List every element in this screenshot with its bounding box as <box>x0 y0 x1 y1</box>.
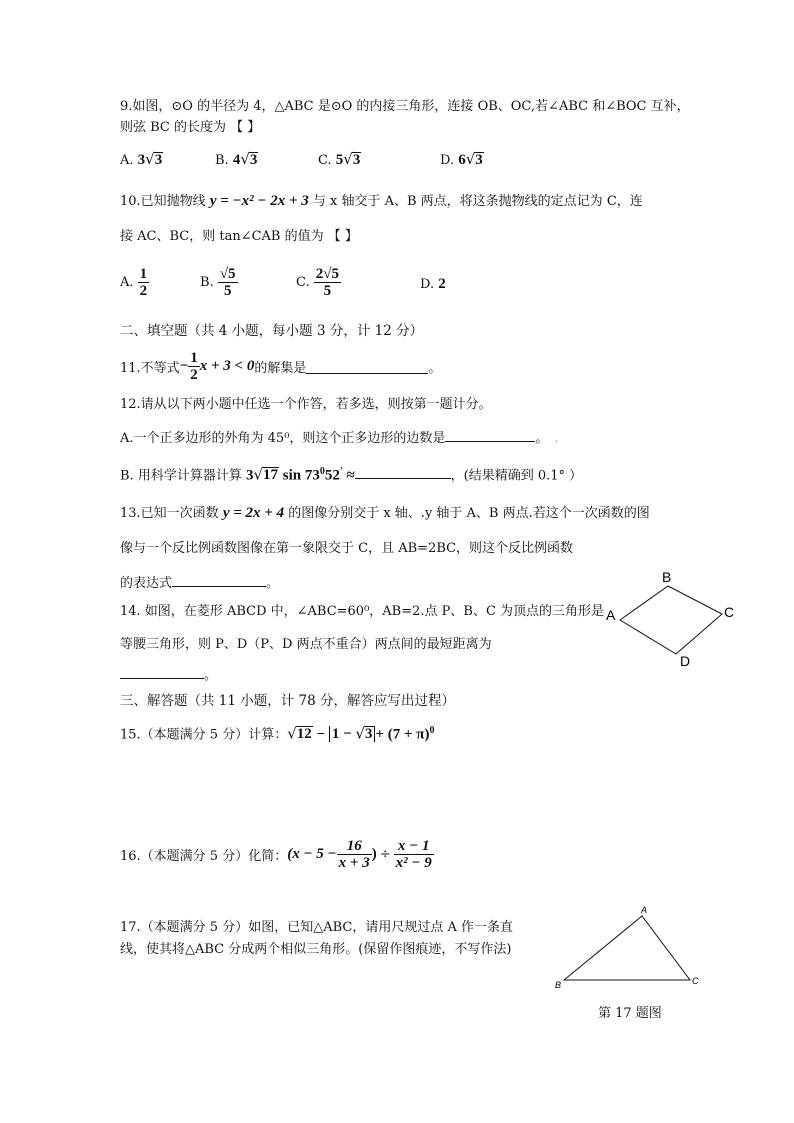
q16-line: 16.（本题满分 5 分）化简：(x − 5 − $\frac{16}{x + 3}$ ) ÷ $\frac{x - 1}{\text{x² − 9}}$ <box>120 838 432 871</box>
triangle-label-b: B <box>555 980 562 990</box>
q14-rhombus-figure <box>600 568 750 670</box>
q10-line2: 接 AC、BC，则 tan∠CAB 的值为 【 】 <box>120 229 358 244</box>
q9-option-c: C. 5√3 <box>318 150 361 168</box>
q13-answer-blank <box>172 572 266 587</box>
q10-option-c: C. $\frac{2√5}{5}$ <box>296 266 339 299</box>
q10-line1: 10.已知抛物线 y = −x² − 2x + 3 与 x 轴交于 A、B 两点，将这条抛物线的定点记为 C，连 <box>120 193 643 209</box>
q12-b-answer-blank <box>355 464 451 479</box>
rhombus-shape <box>620 586 722 654</box>
q14-answer-blank <box>120 664 204 679</box>
triangle-abc <box>564 916 690 980</box>
q12-a: A.一个正多边形的外角为 45⁰，则这个正多边形的边数是 。 . <box>120 427 559 448</box>
q14-line2: 等腰三角形，则 P、D（P、D 两点不重合）两点间的最短距离为 <box>120 637 492 652</box>
q13-line3: 的表达式 。 <box>120 572 279 593</box>
q9-option-b: B. 4√3 <box>215 150 258 168</box>
q12-b: B. 用科学计算器计算 3√17 $\sin 73^052'$ ≈ ，(结果精确到 0.1° ） <box>120 465 583 484</box>
q9-line2: 则弦 BC 的长度为 【 】 <box>120 120 261 135</box>
triangle-label-a: A <box>641 905 648 915</box>
q14-line3: 。 <box>120 664 217 685</box>
q17-line2: 线，使其将△ABC 分成两个相似三角形。(保留作图痕迹，不写作法) <box>120 942 512 957</box>
q12-a-answer-blank <box>445 427 535 442</box>
q9-option-a: A. 3√3 <box>120 150 163 168</box>
q14-line1: 14. 如图，在菱形 ABCD 中，∠ABC=60⁰，AB=2.点 P、B、C 为顶点的三角形是 <box>120 604 605 619</box>
q12-line1: 12.请从以下两小题中任选一个作答，若多选，则按第一题计分。 <box>120 397 492 412</box>
q17-line1: 17.（本题满分 5 分）如图，已知△ABC，请用尺规过点 A 作一条直 <box>120 920 513 935</box>
q10-option-b: B. $\frac{√5}{5}$ <box>200 266 236 299</box>
rhombus-label-c: C <box>724 604 735 620</box>
q13-line2: 像与一个反比例函数图像在第一象限交于 C，且 AB=2BC，则这个反比例函数 <box>120 541 574 556</box>
rhombus-label-b: B <box>662 569 672 585</box>
q9-option-d: D. 6√3 <box>440 150 483 168</box>
q11-answer-blank <box>306 359 428 374</box>
q13-line1: 13.已知一次函数 y = 2x + 4 的图像分别交于 x 轴、.y 轴于 A、B 两点.若这个一次函数的图 <box>120 505 650 521</box>
q17-triangle-figure <box>550 900 710 992</box>
triangle-label-c: C <box>692 976 699 986</box>
q17-figure-caption: 第 17 题图 <box>598 1006 662 1021</box>
rhombus-label-d: D <box>680 653 691 669</box>
q11-line: 11.不等式− $\frac{1}{2}$ x + 3 < 0的解集是 。 <box>120 350 442 383</box>
q15-line: 15.（本题满分 5 分）计算：$√12 - 1 - √3 + (7 + \pi)^0$ <box>120 724 435 743</box>
q10-option-a: A. $\frac{1}{2}$ <box>120 266 148 299</box>
q10-option-d: D. 2 <box>420 276 446 292</box>
section-3-heading: 三、解答题（共 11 小题，计 78 分，解答应写出过程） <box>120 693 456 709</box>
section-2-heading: 二、填空题（共 4 小题，每小题 3 分，计 12 分） <box>120 323 424 339</box>
rhombus-label-a: A <box>606 607 616 623</box>
q9-line1: 9.如图，⊙O 的半径为 4，△ABC 是⊙O 的内接三角形，连接 OB、OC,若∠ABC 和∠BOC 互补， <box>120 99 690 114</box>
